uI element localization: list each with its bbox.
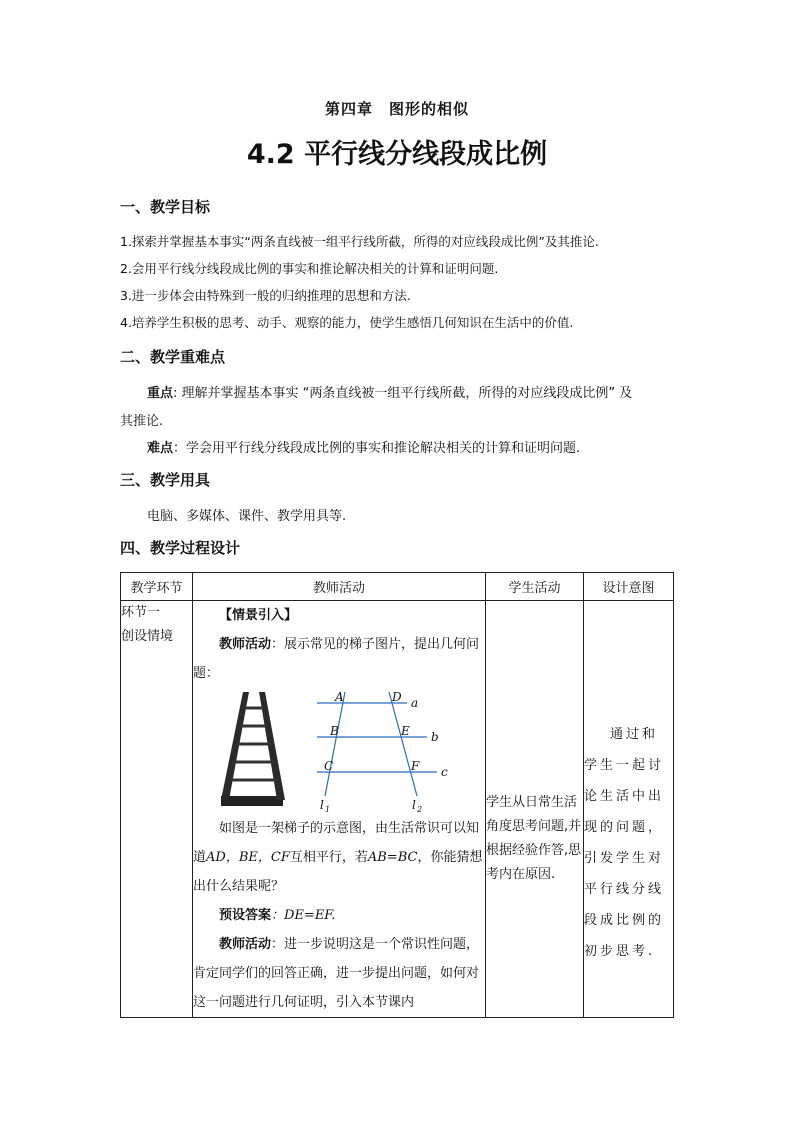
key-point-line <box>147 382 632 401</box>
student-activity-cell <box>486 601 584 1018</box>
ladder-photo <box>221 692 285 806</box>
activity-text: ：进一步说明这是一个常识性问题，肯定同学们的回答正确，进一步提出问题，如何对这一问题进行几何证明，引入本节课内 <box>193 937 480 1010</box>
goal-item: 3.进一步体会由特殊到一般的归纳推理的思想和方法. <box>120 288 411 303</box>
transversal-subscript: 2 <box>417 805 423 814</box>
transversal-subscript: 1 <box>325 805 331 814</box>
ladder-rail-left <box>221 692 249 800</box>
parallel-lines-diagram <box>317 692 437 796</box>
difficulty-label: 难点 <box>147 441 174 456</box>
teacher-activity-1 <box>193 630 485 688</box>
stage-name: 创设情境 <box>121 629 174 644</box>
transversal-label: l <box>412 798 416 812</box>
table-header: 教学环节 <box>121 573 193 601</box>
question-condition: AB=BC <box>367 850 418 865</box>
ladder-figure <box>185 688 470 814</box>
activity-text: ：展示常见的梯子图片，提出几何问题： <box>193 637 480 681</box>
question-text: 如图是一架梯子的示意图，由生活常识可以知道 <box>193 821 480 865</box>
line-label: a <box>411 696 419 710</box>
figure-row <box>193 688 485 814</box>
design-intent-text: 通过和学生一起讨论生活中出现的问题，引发学生对平行线分线段成比例的初步思考. <box>584 727 665 959</box>
lesson-title: 4.2 平行线分线段成比例 <box>246 139 548 170</box>
key-point-continuation: 其推论. <box>120 414 164 429</box>
key-text: : 理解并掌握基本事实 “两条直线被一组平行线所截，所得的对应线段成比例” 及 <box>173 386 633 401</box>
teacher-activity-2 <box>193 930 485 1017</box>
question-text: ，你能猜想出什么结果呢？ <box>193 850 483 894</box>
point-label: F <box>411 759 420 773</box>
ladder-base <box>221 796 283 806</box>
goal-item: 2.会用平行线分线段成比例的事实和推论解决相关的计算和证明问题. <box>120 261 499 276</box>
difficulty-text: ：学会用平行线分线段成比例的事实和推论解决相关的计算和证明问题. <box>173 441 581 456</box>
point-label: C <box>324 759 334 773</box>
process-table <box>120 572 674 1018</box>
section-heading-key-points: 二、教学重难点 <box>120 348 226 366</box>
goal-item: 1.探索并掌握基本事实“两条直线被一组平行线所截，所得的对应线段成比例”及其推论. <box>120 234 599 249</box>
point-label: B <box>330 724 339 738</box>
teacher-activity-cell <box>193 601 486 1018</box>
section-heading-goals: 一、教学目标 <box>120 198 211 216</box>
line-label: c <box>441 765 448 779</box>
line-label: b <box>431 730 439 744</box>
table-row <box>121 601 674 1018</box>
section-heading-process: 四、教学过程设计 <box>120 539 241 557</box>
transversal-label: l <box>320 798 324 812</box>
answer-value: ：DE=EF. <box>271 908 336 923</box>
expected-answer <box>193 901 485 930</box>
student-activity-text: 学生从日常生活角度思考问题,并根据经验作答,思考内在原因. <box>486 795 582 882</box>
design-intent-cell <box>584 601 674 1018</box>
question-lines: AD，BE，CF <box>206 850 290 865</box>
transversal-l1 <box>325 692 345 796</box>
table-header: 设计意图 <box>584 573 674 601</box>
tools-text: 电脑、多媒体、课件、教学用具等. <box>147 509 347 524</box>
point-label: D <box>392 690 402 704</box>
stage-cell <box>121 601 193 1018</box>
table-header: 学生活动 <box>486 573 584 601</box>
key-label: 重点 <box>147 386 174 401</box>
scenario-tag: 【情景引入】 <box>219 608 298 623</box>
point-label: A <box>335 690 344 704</box>
section-heading-tools: 三、教学用具 <box>120 471 211 489</box>
question-paragraph <box>193 814 485 901</box>
activity-label: 教师活动 <box>219 937 272 952</box>
difficulty-line <box>147 437 580 456</box>
stage-number: 环节一 <box>121 605 161 620</box>
table-header-row <box>121 573 674 601</box>
goal-item: 4.培养学生积极的思考、动手、观察的能力，使学生感悟几何知识在生活中的价值. <box>120 315 574 330</box>
point-label: E <box>401 724 410 738</box>
activity-label: 教师活动 <box>219 637 272 652</box>
chapter-title: 第四章 图形的相似 <box>324 100 469 118</box>
answer-label: 预设答案 <box>219 908 272 923</box>
question-text: 互相平行，若 <box>289 850 368 865</box>
table-header: 教师活动 <box>193 573 486 601</box>
